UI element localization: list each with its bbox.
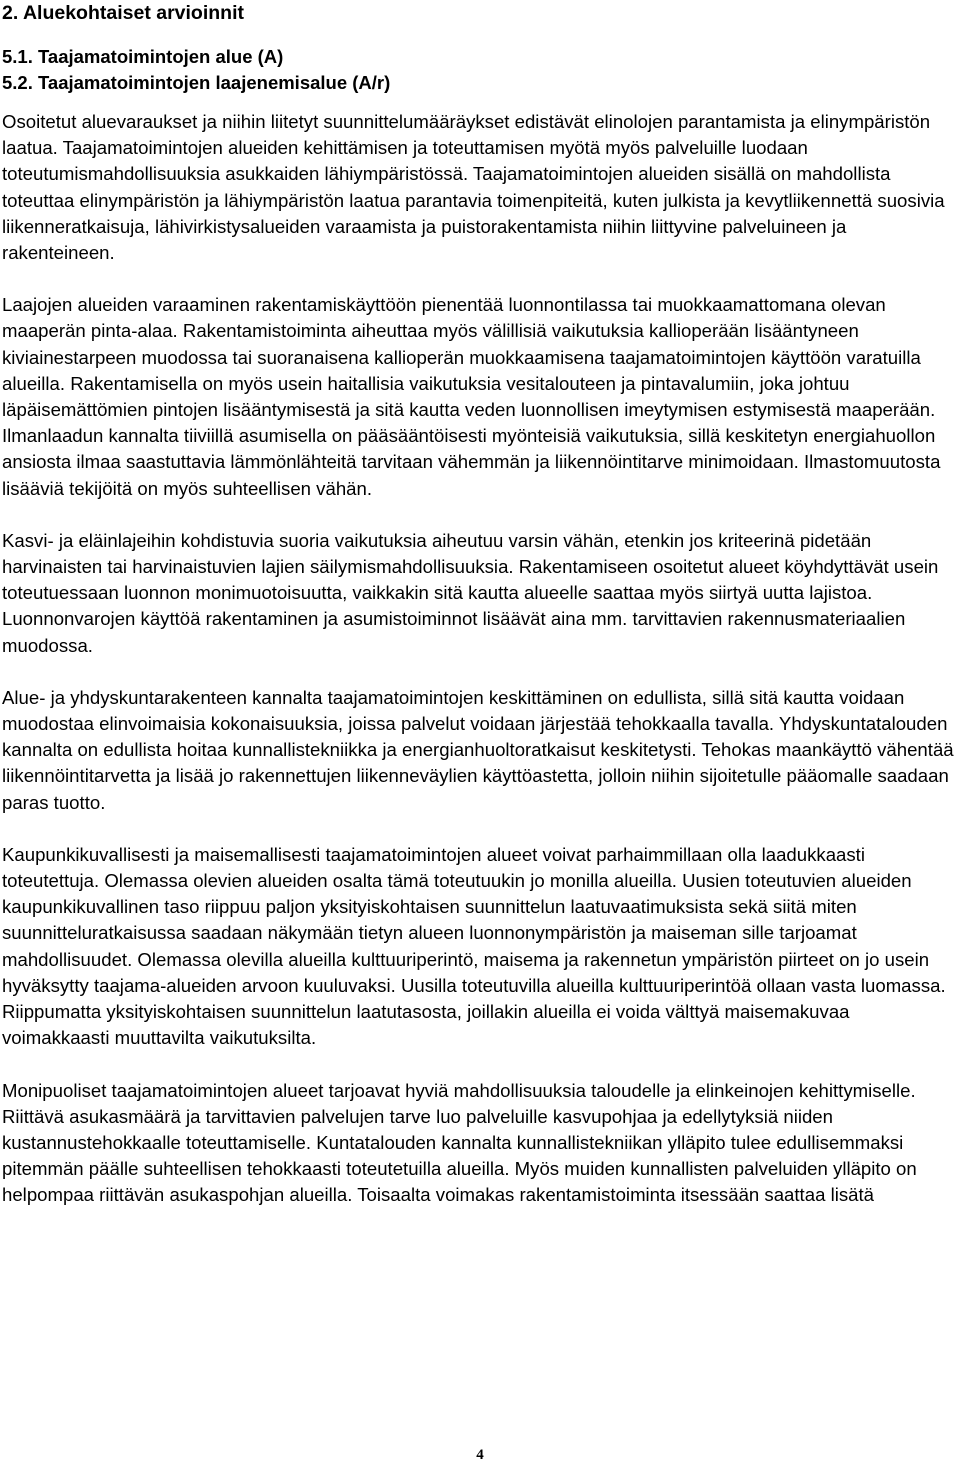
paragraph-soil-and-water: Laajojen alueiden varaaminen rakentamiskäyttöön pienentää luonnontilassa tai muokkaamattomana olevan maaperän pinta-alaa. Rakentamistoiminta aiheuttaa myös välillisiä vaikutuksia kallioperään lisääntyneen kiviainestarpeen muodossa tai suoranaisena kallioperän muokkaamisena taajamatoimintojen käyttöön varatuilla alueilla. Rakentamisella on myös usein haitallisia vaikutuksia vesitalouteen ja pintavalumiin, joka johtuu läpäisemättömien pintojen lisääntymisestä ja sitä kautta veden luonnollisen imeytymisen estymisestä maaperään. Ilmanlaadun kannalta tiiviillä asumisella on pääsääntöisesti myönteisiä vaikutuksia, sillä keskitetyn energiahuollon ansiosta ilmaa saastuttavia lämmönlähteitä tarvitaan vähemmän ja liikennöintitarve minimoidaan. Ilmastomuutosta lisääviä tekijöitä on myös suhteellisen vähän. — [2, 294, 941, 499]
page-number: 4 — [476, 1447, 484, 1463]
page-content — [2, 0, 957, 1209]
section-heading: 2. Aluekohtaiset arvioinnit — [2, 2, 244, 24]
paragraph-economy: Monipuoliset taajamatoimintojen alueet tarjoavat hyviä mahdollisuuksia taloudelle ja elinkeinojen kehittymiselle. Riittävä asukasmäärä ja tarvittavien palvelujen tarve luo palveluille kasvupohjaa ja edellytyksiä niiden kustannustehokkaalle toteuttamiselle. Kuntatalouden kannalta kunnallistekniikan ylläpito tulee edullisemmaksi pitemmän päälle suhteellisen tehokkaasti toteutetuilla alueilla. Myös muiden kunnallisten palveluiden ylläpito on helpompaa riittävän asukaspohjan alueilla. Toisaalta voimakas rakentamistoiminta itsessään saattaa lisätä — [2, 1079, 917, 1206]
paragraph-living-environment: Osoitetut aluevaraukset ja niihin liitetyt suunnittelumääräykset edistävät elinolojen parantamista ja elinympäristön laatua. Taajamatoimintojen alueiden kehittämisen ja toteuttamisen myötä myös palveluille luodaan toteutumismahdollisuuksia asukkaiden lähiympäristössä. Taajamatoimintojen alueiden sisällä on mahdollista toteuttaa elinympäristön ja lähiympäristön laatua parantavia toimenpiteitä, kuten julkista ja kevytliikennettä suosivia liikenneratkaisuja, lähivirkistysalueiden varaamista ja puistorakentamista niihin liittyvine palveluineen ja rakenteineen. — [2, 111, 945, 264]
paragraph-townscape: Kaupunkikuvallisesti ja maisemallisesti taajamatoimintojen alueet voivat parhaimmillaan olla laadukkaasti toteutettuja. Olemassa olevien alueiden osalta tämä toteutuukin jo monilla alueilla. Uusien toteutuvien alueiden kaupunkikuvallinen taso riippuu paljon yksityiskohtaisen suunnittelun laatuvaatimuksista sekä siitä miten suunnitteluratkaisussa saadaan näkymään tietyn alueen luonnonympäristön ja maiseman sille tarjoamat mahdollisuudet. Olemassa olevilla alueilla kulttuuriperintö, maisema ja rakennetun ympäristön piirteet on jo usein hyväksytty taajama-alueiden arvoon kuuluvaksi. Uusilla toteutuvilla alueilla kulttuuriperintöä ollaan vasta luomassa. Riippumatta yksityiskohtaisen suunnittelun laatutasosta, joillakin alueilla ei voida välttyä maisemakuvaa voimakkaasti muuttavilta vaikutuksilta. — [2, 843, 946, 1049]
paragraph-flora-fauna: Kasvi- ja eläinlajeihin kohdistuvia suoria vaikutuksia aiheutuu varsin vähän, etenkin jos kriteerinä pidetään harvinaisten tai harvinaistuvien lajien säilymismahdollisuuksia. Rakentamiseen osoitetut alueet köyhdyttävät usein toteutuessaan luonnon monimuotoisuutta, vaikkakin sitä kautta alueelle saattaa myös siirtyä uutta lajistoa. Luonnonvarojen käyttöä rakentaminen ja asumistoiminnot lisäävät aina mm. tarvittavien rakennusmateriaalien muodossa. — [2, 529, 939, 656]
subheading-5-2: 5.2. Taajamatoimintojen laajenemisalue (A/r) — [2, 72, 391, 93]
subheading-5-1: 5.1. Taajamatoimintojen alue (A) — [2, 46, 284, 67]
paragraph-community-structure: Alue- ja yhdyskuntarakenteen kannalta taajamatoimintojen keskittäminen on edullista, sillä sitä kautta voidaan muodostaa elinvoimaisia kokonaisuuksia, joissa palvelut voidaan järjestää tehokkaalla tavalla. Yhdyskuntatalouden kannalta on edullista hoitaa kunnallistekniikka ja energianhuoltoratkaisut keskitetysti. Tehokas maankäyttö vähentää liikennöintitarvetta ja lisää jo rakennettujen liikenneväylien käyttöastetta, jolloin niihin sijoitetulle pääomalle saadaan paras tuotto. — [2, 686, 954, 813]
